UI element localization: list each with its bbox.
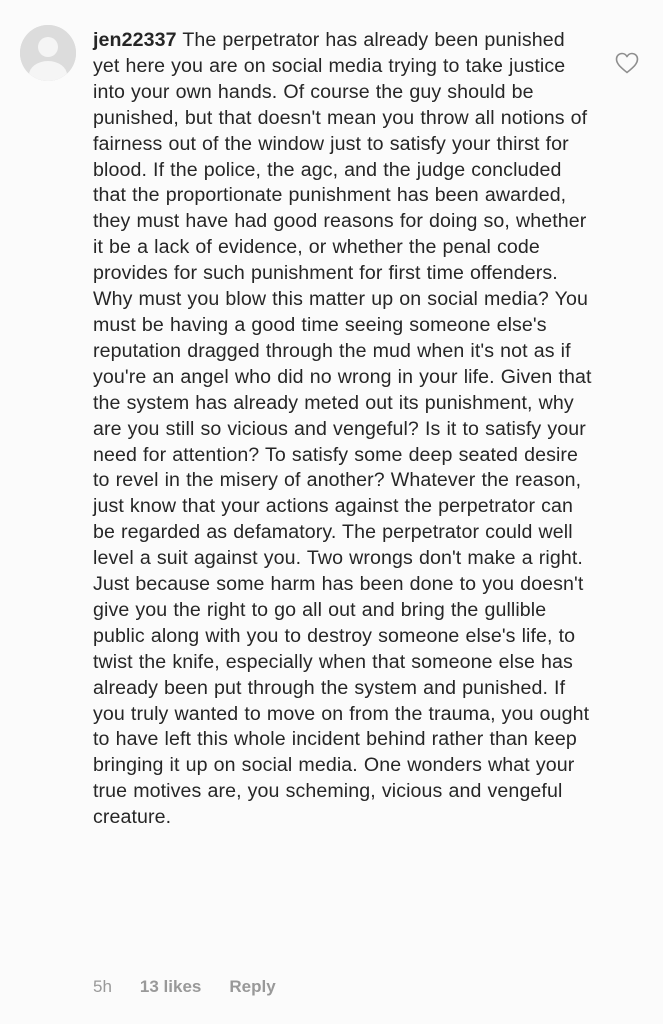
avatar[interactable] [20,25,76,81]
heart-outline-icon[interactable] [615,52,639,74]
comment-body [93,28,595,831]
comment-text: The perpetrator has already been punished yet here you are on social media trying to take justice into your own hands. Of course the guy should be punished, but that doesn't mean you throw all notions of fairness out of the window just to satisfy your thirst for blood. If the police, the agc, and the judge concluded that the proportionate punishment has been awarded, they must have had good reasons for doing so, whether it be a lack of evidence, or whether the penal code provides for such punishment for first time offenders. Why must you blow this matter up on social media? You must be having a good time seeing someone else's reputation dragged through the mud when it's not as if you're an angel who did no wrong in your life. Given that the system has already meted out its punishment, why are you still so vicious and vengeful? Is it to satisfy your need for attention? To satisfy some deep seated desire to revel in the misery of another? Whatever the reason, just know that your actions against the perpetrator can be regarded as defamatory. The perpetrator could well level a suit against you. Two wrongs don't make a right. Just because some harm has been done to you doesn't give you the right to go all out and bring the gullible public along with you to destroy someone else's life, to twist the knife, especially when that someone else has already been put through the system and punished. If you truly wanted to move on from the trauma, you ought to have left this whole incident behind rather than keep bringing it up on social media. One wonders what your true motives are, you scheming, vicious and vengeful creature. [93,29,592,829]
reply-button[interactable]: Reply [229,977,276,996]
comment-time: 5h [93,977,112,996]
comment-username[interactable]: jen22337 [93,29,177,51]
default-avatar-icon [20,25,76,81]
comment-meta [93,977,276,997]
likes-count-link[interactable]: 13 likes [139,977,202,996]
